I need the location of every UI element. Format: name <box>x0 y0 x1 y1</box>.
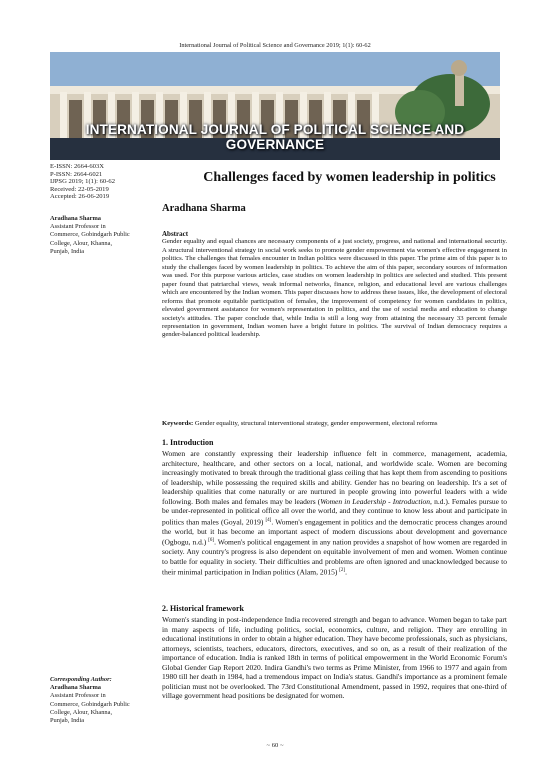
journal-name: INTERNATIONAL JOURNAL OF POLITICAL SCIENCE AND GOVERNANCE <box>85 122 465 152</box>
author-name: Aradhana Sharma <box>50 215 101 222</box>
reference: [6] <box>208 538 215 543</box>
abstract <box>162 230 507 340</box>
section-paragraph: Women's standing in post-independence India recovered strength and began to advance. Women began to take part in many aspects of life, including politics, social, economics, culture, and religion. They are enrolling in educational institutions in order to obtain a higher education. They have become professionals, such as physicians, attorneys, scientists, teachers, educators, directors, executives, and so on, as a result of their realization of the importance of education. India is ranked 18th in terms of political empowerment in the World Economic Forum's Global Gender Gap Report 2020. Indira Gandhi's two terms as Prime Minister, from 1966 to 1977 and again from 1980 till her death in 1984, had a tremendous impact on India's status. Gandhi's importance as a prominent female politician must not be overlooked. The 73rd Constitutional Amendment, passed in 1992, requires that one-third of village government head positions be designated for women. <box>162 615 507 700</box>
reference: [4] <box>265 517 272 523</box>
abstract-heading: Abstract <box>162 230 189 238</box>
keywords-text: Gender equality, structural interventional strategy, gender empowerment, electoral reforms <box>194 420 438 427</box>
italic-citation: Women in Leadership - Introduction <box>320 496 431 506</box>
page-number: ~ 60 ~ <box>266 742 284 749</box>
received-date: Received: 22-05-2019 <box>50 185 109 193</box>
author-affiliation <box>50 215 150 256</box>
journal-banner <box>50 52 500 160</box>
accepted-date: Accepted: 26-06-2019 <box>50 193 110 201</box>
section-historical-framework <box>162 604 507 701</box>
section-introduction <box>162 438 507 577</box>
affiliation-line: College, Alour, Khanna, <box>50 708 113 716</box>
affiliation-line: Punjab, India <box>50 247 85 255</box>
corresponding-name: Aradhana Sharma <box>50 684 101 692</box>
paper-title: Challenges faced by women leadership in politics <box>203 170 496 185</box>
affiliation-line: Punjab, India <box>50 717 85 725</box>
reference: [2] <box>339 568 346 573</box>
citation: IJPSG 2019; 1(1): 60-62 <box>50 178 116 186</box>
abstract-text: Gender equality and equal chances are necessary components of a just society, progress, and national and international security. A structural interventional strategy in social work seeks to promote gender empowerment via women's effective engagement in politics. The challenges that females encounter in Indian politics were discussed in this paper. The prime aim of this paper is to study the challenges faced by women leadership in politics. To achieve the aim of this paper, secondary sources of information was used. For this purpose various articles, case studies on women leadership in politics are selected and studied. This present paper found that patriarchal views, weak informal networks, finance, religion, and educational level are various challenges which are encountered by the Indian women. This paper discusses how to address these issues, like, the development of electoral reforms that promote equitable participation of females, the improvement of competency for women candidates in politics, elevated government assistance for women's representation in politics, and the use of social media and education to change society's attitudes. The paper conclude that, while India is still a long way from attaining the necessary 33 percent female representation in government, Indian women have a bright future in politics. The survival of Indian democracy requires a gender-balanced political leadership. <box>162 238 507 339</box>
corresponding-author <box>50 676 155 725</box>
corresponding-heading: Corresponding Author: <box>50 676 112 683</box>
eissn: E-ISSN: 2664-603X <box>50 163 105 170</box>
paper-author: Aradhana Sharma <box>162 203 246 214</box>
article-metadata <box>50 163 160 201</box>
affiliation-line: College, Alour, Khanna, <box>50 239 113 247</box>
keywords-label: Keywords: <box>162 420 194 427</box>
pissn: P-ISSN: 2664-6021 <box>50 170 103 178</box>
keywords <box>162 420 507 427</box>
section-paragraph: Women are constantly expressing their leadership influence felt in commerce, management, academia, architecture, healthcare, and other sectors on a local, national, and worldwide scale. Women are becoming increasingly motivated to break through the traditional glass ceiling that has kept them from ascending to positions of leadership, while possessing the required skills and ability. Gender has no bearing on leadership. It's a set of leadership qualities that come naturally or are nurtured in people growing into powerful leaders with a wide following. Both males and females may be leaders (Women in Leadership - Introduction, n.d.). Females pursue to be under-represented in political office all over the world, and they continue to know less about and participate in politics than males (Goyal, 2019) [4]. Women's engagement in politics and the democratic process changes around the world, but it has become an important aspect of modern discussions about development and governance (Ogbogu, n.d.) [6]. Women's political engagement in any nation provides a snapshot of how women are regarded in society. Any country's progress is also dependent on equitable involvement of men and women. Women continue to battle for equality in society. Their difficulties and problems are often ignored and unacknowledged because to their minimal participation in Indian politics (Alam, 2015) [2]. <box>162 449 507 577</box>
section-heading: 2. Historical framework <box>162 604 244 613</box>
running-header: International Journal of Political Science and Governance 2019; 1(1): 60-62 <box>179 42 371 49</box>
affiliation-line: Assistant Professor in <box>50 223 106 231</box>
affiliation-line: Commerce, Gobindgarh Public <box>50 231 130 239</box>
affiliation-line: Commerce, Gobindgarh Public <box>50 700 130 708</box>
affiliation-line: Assistant Professor in <box>50 692 106 700</box>
section-heading: 1. Introduction <box>162 438 214 447</box>
